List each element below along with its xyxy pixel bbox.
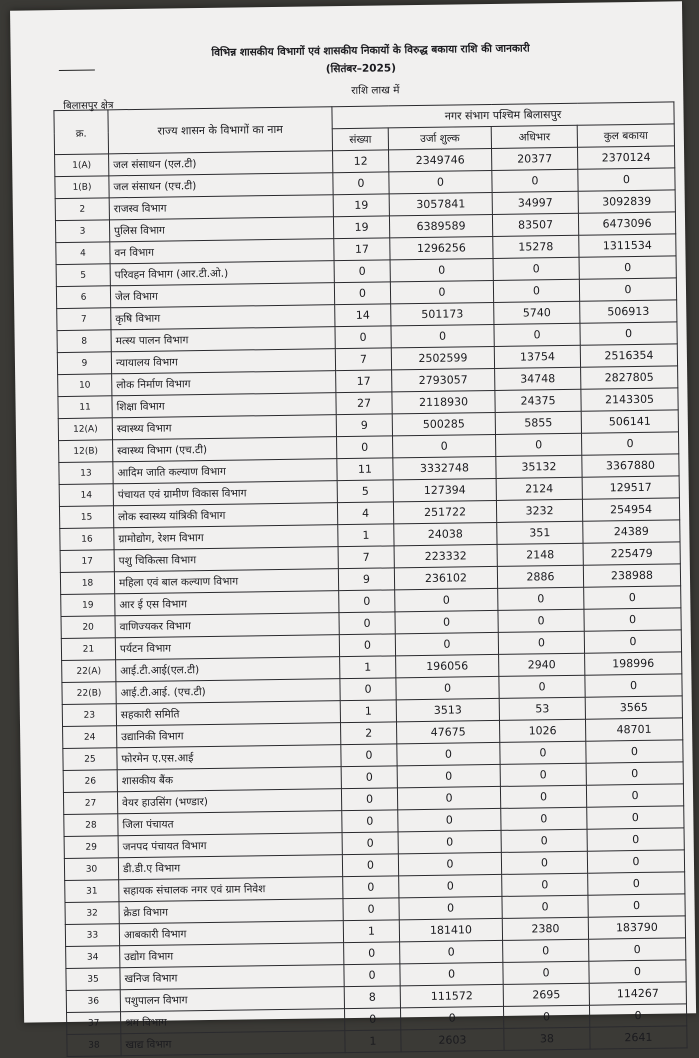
total-dues-value: 2370124 xyxy=(577,146,674,169)
count-value: 5 xyxy=(337,480,393,503)
surcharge-value: 0 xyxy=(503,961,589,984)
department-name: महिला एवं बाल कल्याण विभाग xyxy=(114,569,338,594)
total-dues-value: 0 xyxy=(585,674,682,697)
serial-number: 22(B) xyxy=(62,682,116,705)
department-name: जल संसाधन (एच.टी) xyxy=(109,173,333,198)
total-dues-value: 254954 xyxy=(582,498,679,521)
energy-duty-value: 0 xyxy=(389,170,492,193)
energy-duty-value: 236102 xyxy=(394,566,497,589)
count-value: 7 xyxy=(335,348,391,371)
energy-duty-value: 2118930 xyxy=(392,390,495,413)
count-value: 0 xyxy=(344,942,400,965)
surcharge-value: 35132 xyxy=(496,455,582,478)
total-dues-value: 183790 xyxy=(588,916,685,939)
document-page xyxy=(10,1,696,1051)
serial-number: 23 xyxy=(62,704,116,727)
total-dues-value: 2827805 xyxy=(581,366,678,389)
total-dues-value: 0 xyxy=(587,850,684,873)
surcharge-value: 13754 xyxy=(494,345,580,368)
surcharge-value: 0 xyxy=(495,433,581,456)
surcharge-header: अधिभार xyxy=(491,125,577,148)
department-name: पर्यटन विभाग xyxy=(115,635,339,660)
energy-duty-value: 1296256 xyxy=(390,236,493,259)
energy-duty-value: 0 xyxy=(398,852,501,875)
count-value: 0 xyxy=(334,260,390,283)
surcharge-value: 24375 xyxy=(495,389,581,412)
energy-duty-value: 0 xyxy=(397,786,500,809)
count-value: 17 xyxy=(334,238,390,261)
surcharge-value: 2380 xyxy=(502,917,588,940)
count-value: 0 xyxy=(340,678,396,701)
count-value: 0 xyxy=(342,832,398,855)
surcharge-value: 0 xyxy=(501,829,587,852)
serial-number: 1(B) xyxy=(55,176,109,199)
serial-number: 2 xyxy=(55,198,109,221)
total-dues-value: 0 xyxy=(589,938,686,961)
department-name: राजस्व विभाग xyxy=(109,195,333,220)
energy-duty-value: 0 xyxy=(398,830,501,853)
serial-number: 7 xyxy=(57,308,111,331)
total-dues-value: 3367880 xyxy=(582,454,679,477)
table-body xyxy=(55,146,688,1057)
energy-duty-value: 111572 xyxy=(400,984,503,1007)
count-value: 1 xyxy=(338,524,394,547)
serial-number: 29 xyxy=(64,836,118,859)
department-name: लोक निर्माण विभाग xyxy=(112,371,336,396)
department-name: डी.डी.ए विभाग xyxy=(118,855,342,880)
department-name: पंचायत एवं ग्रामीण विकास विभाग xyxy=(113,481,337,506)
energy-duty-value: 0 xyxy=(400,1006,503,1029)
surcharge-value: 3232 xyxy=(496,499,582,522)
count-value: 4 xyxy=(337,502,393,525)
surcharge-value: 2124 xyxy=(496,477,582,500)
department-name: ग्रामोद्योग, रेशम विभाग xyxy=(114,525,338,550)
total-dues-value: 0 xyxy=(587,806,684,829)
energy-duty-value: 0 xyxy=(396,676,499,699)
energy-duty-value: 181410 xyxy=(399,918,502,941)
serial-number: 8 xyxy=(57,330,111,353)
department-name: सहायक संचालक नगर एवं ग्राम निवेश xyxy=(119,877,343,902)
total-dues-value: 506913 xyxy=(580,300,677,323)
surcharge-value: 0 xyxy=(492,169,578,192)
serial-number: 9 xyxy=(57,352,111,375)
department-name: वन विभाग xyxy=(110,239,334,264)
energy-duty-value: 0 xyxy=(390,258,493,281)
surcharge-value: 0 xyxy=(498,631,584,654)
serial-number: 27 xyxy=(63,792,117,815)
total-dues-value: 24389 xyxy=(583,520,680,543)
total-dues-value: 0 xyxy=(588,872,685,895)
energy-duty-header: उर्जा शुल्क xyxy=(388,126,491,149)
surcharge-value: 0 xyxy=(493,279,579,302)
serial-number: 36 xyxy=(66,990,120,1013)
energy-duty-value: 127394 xyxy=(393,478,496,501)
serial-number: 35 xyxy=(66,968,120,991)
count-value: 1 xyxy=(345,1030,401,1053)
serial-number: 12(B) xyxy=(59,440,113,463)
region-label: बिलासपुर क्षेत्र xyxy=(63,100,114,112)
surcharge-value: 0 xyxy=(494,323,580,346)
energy-duty-value: 2502599 xyxy=(391,346,494,369)
document-title: विभिन्न शासकीय विभागों एवं शासकीय निकायों के विरुद्ध बकाया राशि की जानकारी xyxy=(211,42,530,59)
department-name: जिला पंचायत xyxy=(118,811,342,836)
total-dues-value: 6473096 xyxy=(578,212,675,235)
department-name: पशु चिकित्सा विभाग xyxy=(114,547,338,572)
surcharge-value: 0 xyxy=(498,609,584,632)
serial-number: 33 xyxy=(65,924,119,947)
serial-number: 20 xyxy=(61,616,115,639)
serial-number: 37 xyxy=(67,1012,121,1035)
count-value: 0 xyxy=(344,1008,400,1031)
surcharge-value: 2886 xyxy=(497,565,583,588)
serial-number: 13 xyxy=(59,462,113,485)
total-dues-value: 0 xyxy=(586,784,683,807)
serial-number: 30 xyxy=(64,858,118,881)
total-dues-value: 114267 xyxy=(589,982,686,1005)
total-dues-value: 0 xyxy=(586,740,683,763)
count-value: 7 xyxy=(338,546,394,569)
total-dues-value: 198996 xyxy=(585,652,682,675)
total-dues-value: 0 xyxy=(586,762,683,785)
serial-number: 17 xyxy=(60,550,114,573)
serial-number: 6 xyxy=(56,286,110,309)
serial-number: 1(A) xyxy=(55,154,109,177)
department-name: मत्स्य पालन विभाग xyxy=(111,327,335,352)
energy-duty-value: 3057841 xyxy=(389,192,492,215)
count-value: 0 xyxy=(343,876,399,899)
department-name: फोरमेन ए.एस.आई xyxy=(117,745,341,770)
surcharge-value: 2940 xyxy=(499,653,585,676)
serial-number: 18 xyxy=(60,572,114,595)
surcharge-value: 2695 xyxy=(503,983,589,1006)
total-dues-value: 0 xyxy=(587,828,684,851)
total-dues-value: 48701 xyxy=(585,718,682,741)
surcharge-value: 15278 xyxy=(493,235,579,258)
energy-duty-value: 0 xyxy=(395,588,498,611)
surcharge-value: 0 xyxy=(499,675,585,698)
surcharge-value: 1026 xyxy=(499,719,585,742)
serial-number: 14 xyxy=(59,484,113,507)
count-value: 19 xyxy=(333,216,389,239)
ref-dash-line xyxy=(59,70,95,72)
energy-duty-value: 3332748 xyxy=(393,456,496,479)
unit-note: राशि लाख में xyxy=(351,84,400,97)
energy-duty-value: 0 xyxy=(393,434,496,457)
count-value: 0 xyxy=(339,634,395,657)
count-value: 1 xyxy=(343,920,399,943)
total-dues-value: 0 xyxy=(578,168,675,191)
energy-duty-value: 24038 xyxy=(394,522,497,545)
document-subtitle: (सितंबर–2025) xyxy=(325,62,397,76)
department-name: परिवहन विभाग (आर.टी.ओ.) xyxy=(110,261,334,286)
count-value: 0 xyxy=(335,326,391,349)
surcharge-value: 34748 xyxy=(495,367,581,390)
count-value: 0 xyxy=(333,172,389,195)
serial-number: 19 xyxy=(61,594,115,617)
surcharge-value: 0 xyxy=(503,1005,589,1028)
energy-duty-value: 3513 xyxy=(396,698,499,721)
department-name: सहकारी समिति xyxy=(116,701,340,726)
energy-duty-value: 47675 xyxy=(396,720,499,743)
count-value: 27 xyxy=(336,392,392,415)
department-name: खाद्य विभाग xyxy=(121,1031,345,1056)
total-dues-value: 129517 xyxy=(582,476,679,499)
serial-number: 34 xyxy=(66,946,120,969)
surcharge-value: 53 xyxy=(499,697,585,720)
count-value: 0 xyxy=(342,854,398,877)
surcharge-value: 38 xyxy=(504,1027,590,1050)
energy-duty-value: 196056 xyxy=(396,654,499,677)
energy-duty-value: 0 xyxy=(400,940,503,963)
count-header: संख्या xyxy=(332,128,388,151)
surcharge-value: 5740 xyxy=(494,301,580,324)
serial-header: क्र. xyxy=(54,110,109,155)
department-name: स्वास्थ्य विभाग (एच.टी) xyxy=(113,437,337,462)
surcharge-value: 351 xyxy=(497,521,583,544)
department-name: उद्योग विभाग xyxy=(120,943,344,968)
department-name: जल संसाधन (एल.टी) xyxy=(109,151,333,176)
serial-number: 24 xyxy=(63,726,117,749)
serial-number: 22(A) xyxy=(62,660,116,683)
count-value: 0 xyxy=(339,590,395,613)
surcharge-value: 0 xyxy=(493,257,579,280)
department-name: क्रेडा विभाग xyxy=(119,899,343,924)
dues-table xyxy=(53,101,687,1057)
count-value: 2 xyxy=(341,722,397,745)
surcharge-value: 0 xyxy=(501,851,587,874)
department-name: वाणिज्यकर विभाग xyxy=(115,613,339,638)
department-name: आई.टी.आई(एल.टी) xyxy=(116,657,340,682)
energy-duty-value: 2349746 xyxy=(389,148,492,171)
total-dues-header: कुल बकाया xyxy=(577,124,674,147)
total-dues-value: 2516354 xyxy=(580,344,677,367)
count-value: 17 xyxy=(336,370,392,393)
energy-duty-value: 251722 xyxy=(393,500,496,523)
department-name: जनपद पंचायत विभाग xyxy=(118,833,342,858)
total-dues-value: 3092839 xyxy=(578,190,675,213)
department-name: शासकीय बैंक xyxy=(117,767,341,792)
department-name: श्रम विभाग xyxy=(121,1009,345,1034)
total-dues-value: 0 xyxy=(584,630,681,653)
serial-number: 3 xyxy=(55,220,109,243)
department-name: न्यायालय विभाग xyxy=(111,349,335,374)
department-name: शिक्षा विभाग xyxy=(112,393,336,418)
department-name: आबकारी विभाग xyxy=(119,921,343,946)
serial-number: 16 xyxy=(60,528,114,551)
energy-duty-value: 2793057 xyxy=(392,368,495,391)
department-name: कृषि विभाग xyxy=(111,305,335,330)
department-name: वेयर हाउसिंग (भण्डार) xyxy=(117,789,341,814)
energy-duty-value: 0 xyxy=(398,808,501,831)
surcharge-value: 0 xyxy=(500,741,586,764)
count-value: 8 xyxy=(344,986,400,1009)
surcharge-value: 0 xyxy=(500,785,586,808)
energy-duty-value: 2603 xyxy=(401,1028,504,1051)
department-name: खनिज विभाग xyxy=(120,965,344,990)
energy-duty-value: 0 xyxy=(397,764,500,787)
surcharge-value: 20377 xyxy=(492,147,578,170)
surcharge-value: 5855 xyxy=(495,411,581,434)
surcharge-value: 0 xyxy=(498,587,584,610)
office-header: नगर संभाग पश्चिम बिलासपुर xyxy=(332,102,674,129)
serial-number: 15 xyxy=(59,506,113,529)
department-name: पशुपालन विभाग xyxy=(120,987,344,1012)
total-dues-value: 0 xyxy=(579,256,676,279)
count-value: 12 xyxy=(333,150,389,173)
total-dues-value: 0 xyxy=(584,586,681,609)
total-dues-value: 0 xyxy=(588,894,685,917)
count-value: 19 xyxy=(333,194,389,217)
energy-duty-value: 0 xyxy=(400,962,503,985)
surcharge-value: 0 xyxy=(502,895,588,918)
surcharge-value: 2148 xyxy=(497,543,583,566)
energy-duty-value: 0 xyxy=(390,280,493,303)
energy-duty-value: 500285 xyxy=(392,412,495,435)
energy-duty-value: 501173 xyxy=(391,302,494,325)
surcharge-value: 0 xyxy=(500,763,586,786)
serial-number: 10 xyxy=(58,374,112,397)
count-value: 0 xyxy=(343,898,399,921)
count-value: 0 xyxy=(334,282,390,305)
serial-number: 31 xyxy=(65,880,119,903)
department-name: आई.टी.आई. (एच.टी) xyxy=(116,679,340,704)
total-dues-value: 225479 xyxy=(583,542,680,565)
department-name: उद्यानिकी विभाग xyxy=(117,723,341,748)
serial-number: 26 xyxy=(63,770,117,793)
serial-number: 11 xyxy=(58,396,112,419)
energy-duty-value: 0 xyxy=(395,632,498,655)
department-name: आर ई एस विभाग xyxy=(115,591,339,616)
department-header: राज्य शासन के विभागों का नाम xyxy=(108,107,333,154)
count-value: 0 xyxy=(341,744,397,767)
serial-number: 12(A) xyxy=(58,418,112,441)
count-value: 14 xyxy=(335,304,391,327)
count-value: 9 xyxy=(338,568,394,591)
energy-duty-value: 0 xyxy=(399,874,502,897)
department-name: जेल विभाग xyxy=(110,283,334,308)
count-value: 9 xyxy=(336,414,392,437)
total-dues-value: 1311534 xyxy=(579,234,676,257)
count-value: 0 xyxy=(339,612,395,635)
energy-duty-value: 0 xyxy=(391,324,494,347)
count-value: 1 xyxy=(340,656,396,679)
serial-number: 32 xyxy=(65,902,119,925)
total-dues-value: 0 xyxy=(579,278,676,301)
total-dues-value: 0 xyxy=(581,432,678,455)
count-value: 0 xyxy=(341,788,397,811)
energy-duty-value: 0 xyxy=(397,742,500,765)
serial-number: 5 xyxy=(56,264,110,287)
total-dues-value: 0 xyxy=(584,608,681,631)
department-name: पुलिस विभाग xyxy=(109,217,333,242)
count-value: 0 xyxy=(342,810,398,833)
total-dues-value: 506141 xyxy=(581,410,678,433)
total-dues-value: 2143305 xyxy=(581,388,678,411)
serial-number: 21 xyxy=(61,638,115,661)
department-name: स्वास्थ्य विभाग xyxy=(112,415,336,440)
count-value: 1 xyxy=(340,700,396,723)
total-dues-value: 3565 xyxy=(585,696,682,719)
serial-number: 25 xyxy=(63,748,117,771)
surcharge-value: 0 xyxy=(502,873,588,896)
surcharge-value: 83507 xyxy=(492,213,578,236)
surcharge-value: 0 xyxy=(501,807,587,830)
department-name: लोक स्वास्थ्य यांत्रिकी विभाग xyxy=(113,503,337,528)
total-dues-value: 0 xyxy=(589,1004,686,1027)
total-dues-value: 0 xyxy=(589,960,686,983)
count-value: 0 xyxy=(341,766,397,789)
energy-duty-value: 0 xyxy=(395,610,498,633)
energy-duty-value: 223332 xyxy=(394,544,497,567)
serial-number: 38 xyxy=(67,1034,121,1057)
count-value: 11 xyxy=(337,458,393,481)
total-dues-value: 2641 xyxy=(590,1026,687,1049)
surcharge-value: 34997 xyxy=(492,191,578,214)
count-value: 0 xyxy=(337,436,393,459)
serial-number: 4 xyxy=(56,242,110,265)
total-dues-value: 238988 xyxy=(583,564,680,587)
department-name: आदिम जाति कल्याण विभाग xyxy=(113,459,337,484)
serial-number: 28 xyxy=(64,814,118,837)
count-value: 0 xyxy=(344,964,400,987)
energy-duty-value: 0 xyxy=(399,896,502,919)
total-dues-value: 0 xyxy=(580,322,677,345)
surcharge-value: 0 xyxy=(503,939,589,962)
energy-duty-value: 6389589 xyxy=(389,214,492,237)
